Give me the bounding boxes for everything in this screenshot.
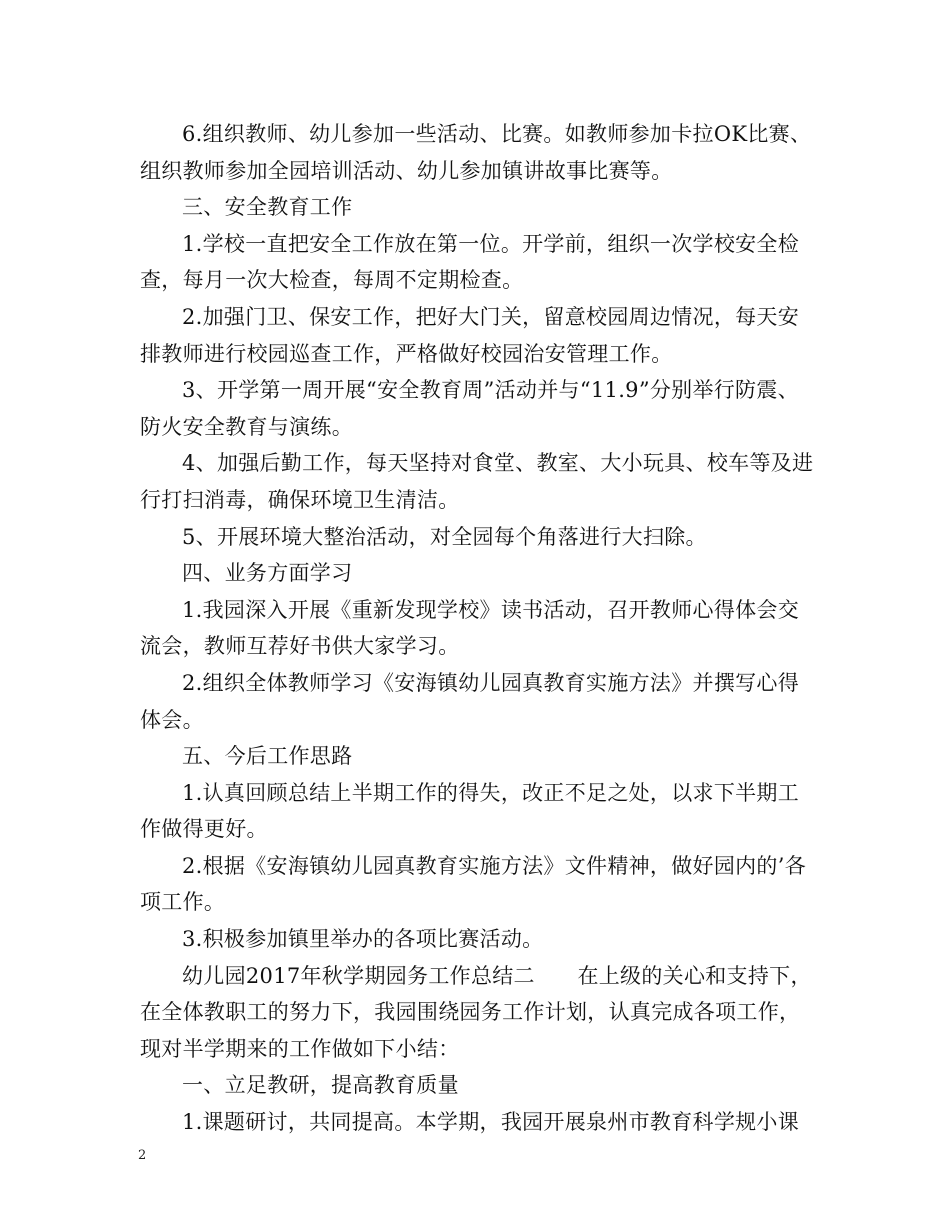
- paragraph-safety-2: 2.加强门卫、保安工作，把好大门关，留意校园周边情况，每天安排教师进行校园巡查工作，严格做好校园治安管理工作。: [140, 304, 800, 366]
- paragraph-study-1: 1.我园深入开展《重新发现学校》读书活动，召开教师心得体会交流会，教师互荐好书供大家学习。: [140, 597, 800, 659]
- paragraph-study-2: 2.组织全体教师学习《安海镇幼儿园真教育实施方法》并撰写心得体会。: [140, 670, 800, 732]
- paragraph-safety-4: 4、加强后勤工作，每天坚持对食堂、教室、大小玩具、校车等及进行打扫消毒，确保环境卫生清洁。: [140, 451, 814, 512]
- paragraph-research-1: 1.课题研讨，共同提高。本学期，我园开展泉州市教育科学规小课: [182, 1110, 800, 1135]
- paragraph-safety-3: 3、开学第一周开展“安全教育周”活动并与“11.9”分别举行防震、防火安全教育与演练。: [140, 378, 799, 439]
- paragraph-safety-1: 1.学校一直把安全工作放在第一位。开学前，组织一次学校安全检查，每月一次大检查，每周不定期检查。: [140, 231, 800, 293]
- paragraph-future-2: 2.根据《安海镇幼儿园真教育实施方法》文件精神，做好园内的’各项工作。: [140, 853, 807, 915]
- section-heading-safety: 三、安全教育工作: [182, 195, 353, 220]
- paragraph-future-1: 1.认真回顾总结上半期工作的得失，改正不足之处，以求下半期工作做得更好。: [140, 780, 800, 842]
- section-heading-future: 五、今后工作思路: [182, 744, 353, 769]
- section-heading-research: 一、立足教研，提高教育质量: [182, 1073, 459, 1098]
- paragraph-summary-intro: 幼儿园2017年秋学期园务工作总结二 在上级的关心和支持下，在全体教职工的努力下，我园围绕园务工作计划，认真完成各项工作，现对半学期来的工作做如下小结：: [140, 963, 812, 1061]
- document-body: [140, 116, 820, 1141]
- paragraph-future-3: 3.积极参加镇里举办的各项比赛活动。: [182, 927, 544, 952]
- paragraph-safety-5: 5、开展环境大整治活动，对全园每个角落进行大扫除。: [182, 524, 707, 549]
- paragraph-activities: 6.组织教师、幼儿参加一些活动、比赛。如教师参加卡拉OK比赛、组织教师参加全园培训活动、幼儿参加镇讲故事比赛等。: [140, 122, 812, 183]
- section-heading-study: 四、业务方面学习: [182, 561, 353, 586]
- page-number: 2: [138, 1148, 147, 1163]
